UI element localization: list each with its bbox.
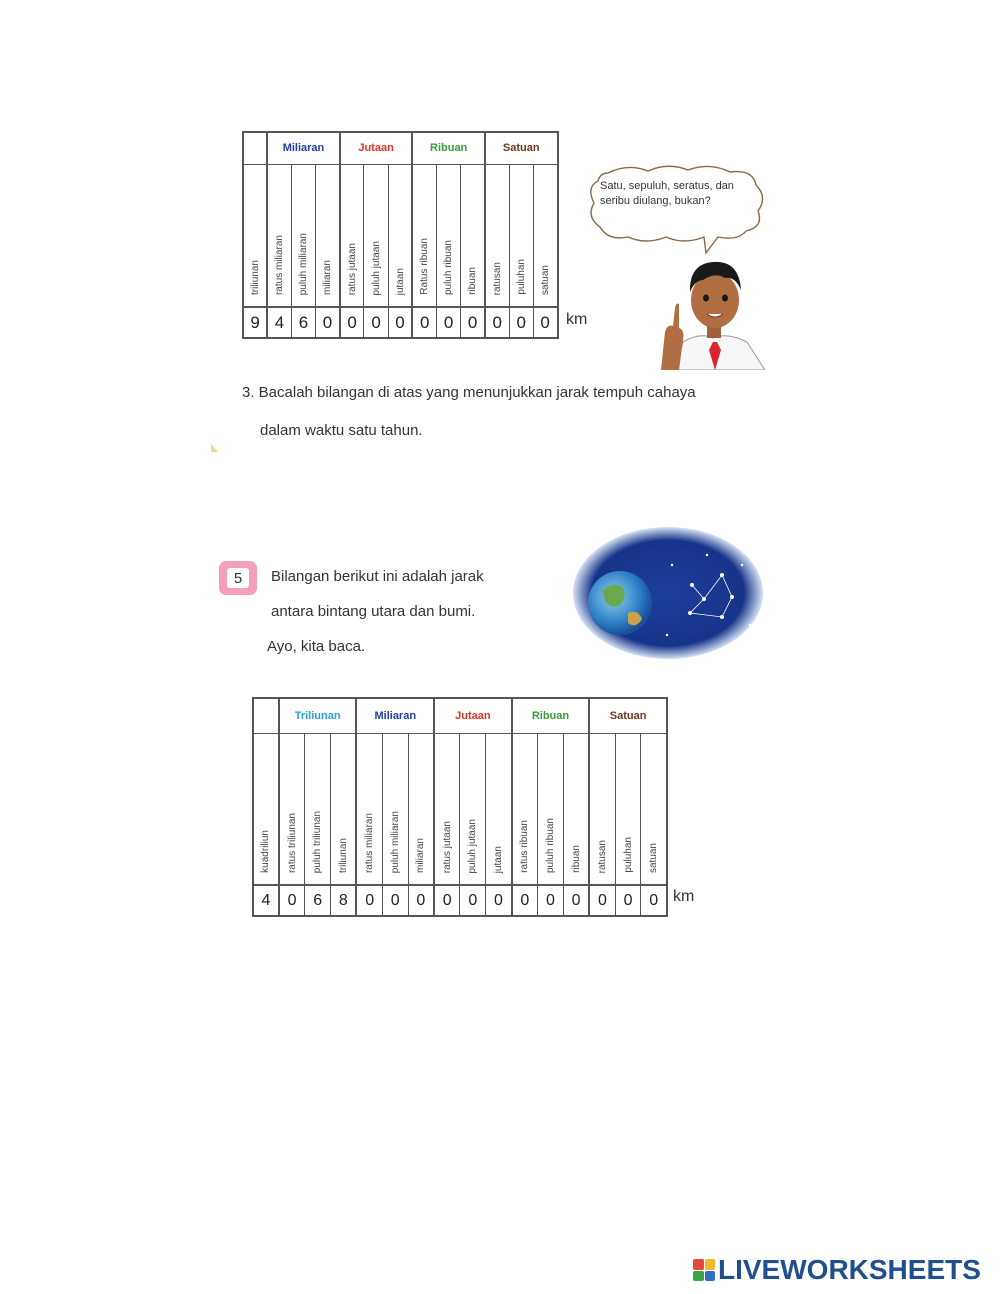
column-label [412, 164, 436, 307]
place-value-table-2 [252, 697, 668, 917]
column-label-text: puluh ribuan [544, 817, 556, 873]
column-label-text: satuan [539, 264, 551, 295]
column-label [434, 733, 460, 885]
digit-cell: 4 [253, 885, 279, 916]
digit-cell: 0 [460, 885, 486, 916]
digit-cell: 0 [615, 885, 641, 916]
digit-cell: 0 [388, 307, 412, 338]
column-label [538, 733, 564, 885]
group-header: Satuan [589, 698, 667, 733]
column-label [364, 164, 388, 307]
unit-label: km [673, 888, 695, 905]
digit-cell: 0 [589, 885, 615, 916]
digit-cell: 6 [291, 307, 315, 338]
digit-cell: 0 [509, 307, 533, 338]
column-label-text: kuadriliun [260, 830, 272, 873]
column-label [267, 164, 291, 307]
column-label-text: puluh jutaan [370, 240, 382, 295]
logo-square [705, 1259, 716, 1270]
group-header-row [243, 132, 558, 164]
digit-cell: 0 [485, 307, 509, 338]
column-label [331, 733, 357, 885]
column-label-row [253, 733, 667, 885]
column-label-text: puluh ribuan [443, 239, 455, 295]
digit-row [243, 307, 558, 338]
column-label-text: miliaran [415, 837, 427, 873]
digit-cell: 0 [437, 307, 461, 338]
column-label [509, 164, 533, 307]
logo-square [693, 1271, 704, 1282]
column-label-text: ratus jutaan [441, 820, 453, 873]
question-3-line-2: dalam waktu satu tahun. [260, 422, 423, 439]
digit-cell: 8 [331, 885, 357, 916]
column-label [461, 164, 485, 307]
group-header: Ribuan [512, 698, 590, 733]
digit-cell: 0 [641, 885, 667, 916]
column-label [641, 733, 667, 885]
boy-illustration [655, 250, 770, 370]
column-label-text: puluh miliaran [297, 232, 309, 295]
digit-cell: 0 [382, 885, 408, 916]
column-label-text: ratus triliunan [286, 812, 298, 873]
column-label-text: ribuan [570, 845, 582, 873]
logo-square [705, 1271, 716, 1282]
earth-and-constellation-illustration [572, 525, 765, 661]
column-label-text: jutaan [394, 267, 406, 295]
digit-cell: 0 [486, 885, 512, 916]
column-label-text: Ratus ribuan [419, 238, 431, 295]
group-header: Jutaan [434, 698, 512, 733]
logo-icon [693, 1259, 715, 1281]
place-value-table-1 [242, 131, 559, 339]
group-header: Satuan [485, 132, 558, 164]
column-label [589, 733, 615, 885]
logo-text: LIVEWORKSHEETS [718, 1254, 981, 1285]
digit-cell: 0 [412, 307, 436, 338]
column-label [316, 164, 340, 307]
problem-5-line-2: antara bintang utara dan bumi. [271, 603, 476, 620]
column-label [291, 164, 315, 307]
group-header-empty [243, 132, 267, 164]
digit-cell: 0 [356, 885, 382, 916]
column-label [486, 733, 512, 885]
column-label [253, 733, 279, 885]
column-label-text: ratusan [596, 839, 608, 873]
digit-row [253, 885, 667, 916]
digit-cell: 6 [305, 885, 331, 916]
column-label [533, 164, 557, 307]
group-header: Miliaran [356, 698, 434, 733]
digit-cell: 9 [243, 307, 267, 338]
group-header: Triliunan [279, 698, 357, 733]
column-label-text: puluh miliaran [389, 810, 401, 873]
group-header: Jutaan [340, 132, 413, 164]
unit-label: km [566, 311, 588, 328]
digit-cell: 0 [461, 307, 485, 338]
digit-cell: 0 [316, 307, 340, 338]
group-header: Miliaran [267, 132, 340, 164]
digit-cell: 0 [279, 885, 305, 916]
problem-5-line-3: Ayo, kita baca. [267, 638, 366, 655]
group-header: Ribuan [412, 132, 485, 164]
group-header-row [253, 698, 667, 733]
digit-cell: 0 [563, 885, 589, 916]
column-label [382, 733, 408, 885]
column-label [563, 733, 589, 885]
column-label-text: ribuan [467, 267, 479, 295]
column-label [279, 733, 305, 885]
problem-5-line-1: Bilangan berikut ini adalah jarak [271, 568, 484, 585]
column-label-text: triliunan [337, 837, 349, 873]
column-label-text: ratus miliaran [364, 812, 376, 873]
column-label [408, 733, 434, 885]
column-label [615, 733, 641, 885]
column-label-text: ratusan [491, 261, 503, 295]
digit-cell: 4 [267, 307, 291, 338]
problem-number: 5 [227, 568, 249, 588]
digit-cell: 0 [512, 885, 538, 916]
column-label [485, 164, 509, 307]
logo-square [693, 1259, 704, 1270]
column-label-text: puluhan [622, 837, 634, 873]
column-label [305, 733, 331, 885]
corner-marker-icon [211, 444, 218, 452]
column-label [388, 164, 412, 307]
column-label-text: puluh triliunan [312, 810, 324, 873]
column-label-text: ratus miliaran [274, 234, 286, 295]
column-label-text: triliunan [249, 259, 261, 295]
column-label-text: ratus ribuan [519, 820, 531, 873]
digit-cell: 0 [364, 307, 388, 338]
column-label-text: ratus jutaan [346, 242, 358, 295]
column-label [512, 733, 538, 885]
column-label [437, 164, 461, 307]
column-label-text: satuan [648, 842, 660, 873]
question-3-line-1: 3. Bacalah bilangan di atas yang menunjukkan jarak tempuh cahaya [242, 384, 696, 401]
column-label-row [243, 164, 558, 307]
column-label-text: puluhan [515, 259, 527, 295]
liveworksheets-logo [693, 1254, 981, 1286]
bubble-text: Satu, sepuluh, seratus, dan seribu diulang, bukan? [600, 180, 734, 207]
digit-cell: 0 [340, 307, 364, 338]
column-label [460, 733, 486, 885]
column-label [356, 733, 382, 885]
column-label-text: jutaan [492, 845, 504, 873]
column-label [340, 164, 364, 307]
digit-cell: 0 [434, 885, 460, 916]
column-label-text: puluh jutaan [467, 818, 479, 873]
column-label-text: miliaran [321, 259, 333, 295]
group-header-empty [253, 698, 279, 733]
problem-number-badge [219, 561, 257, 595]
digit-cell: 0 [408, 885, 434, 916]
digit-cell: 0 [538, 885, 564, 916]
column-label [243, 164, 267, 307]
digit-cell: 0 [533, 307, 557, 338]
